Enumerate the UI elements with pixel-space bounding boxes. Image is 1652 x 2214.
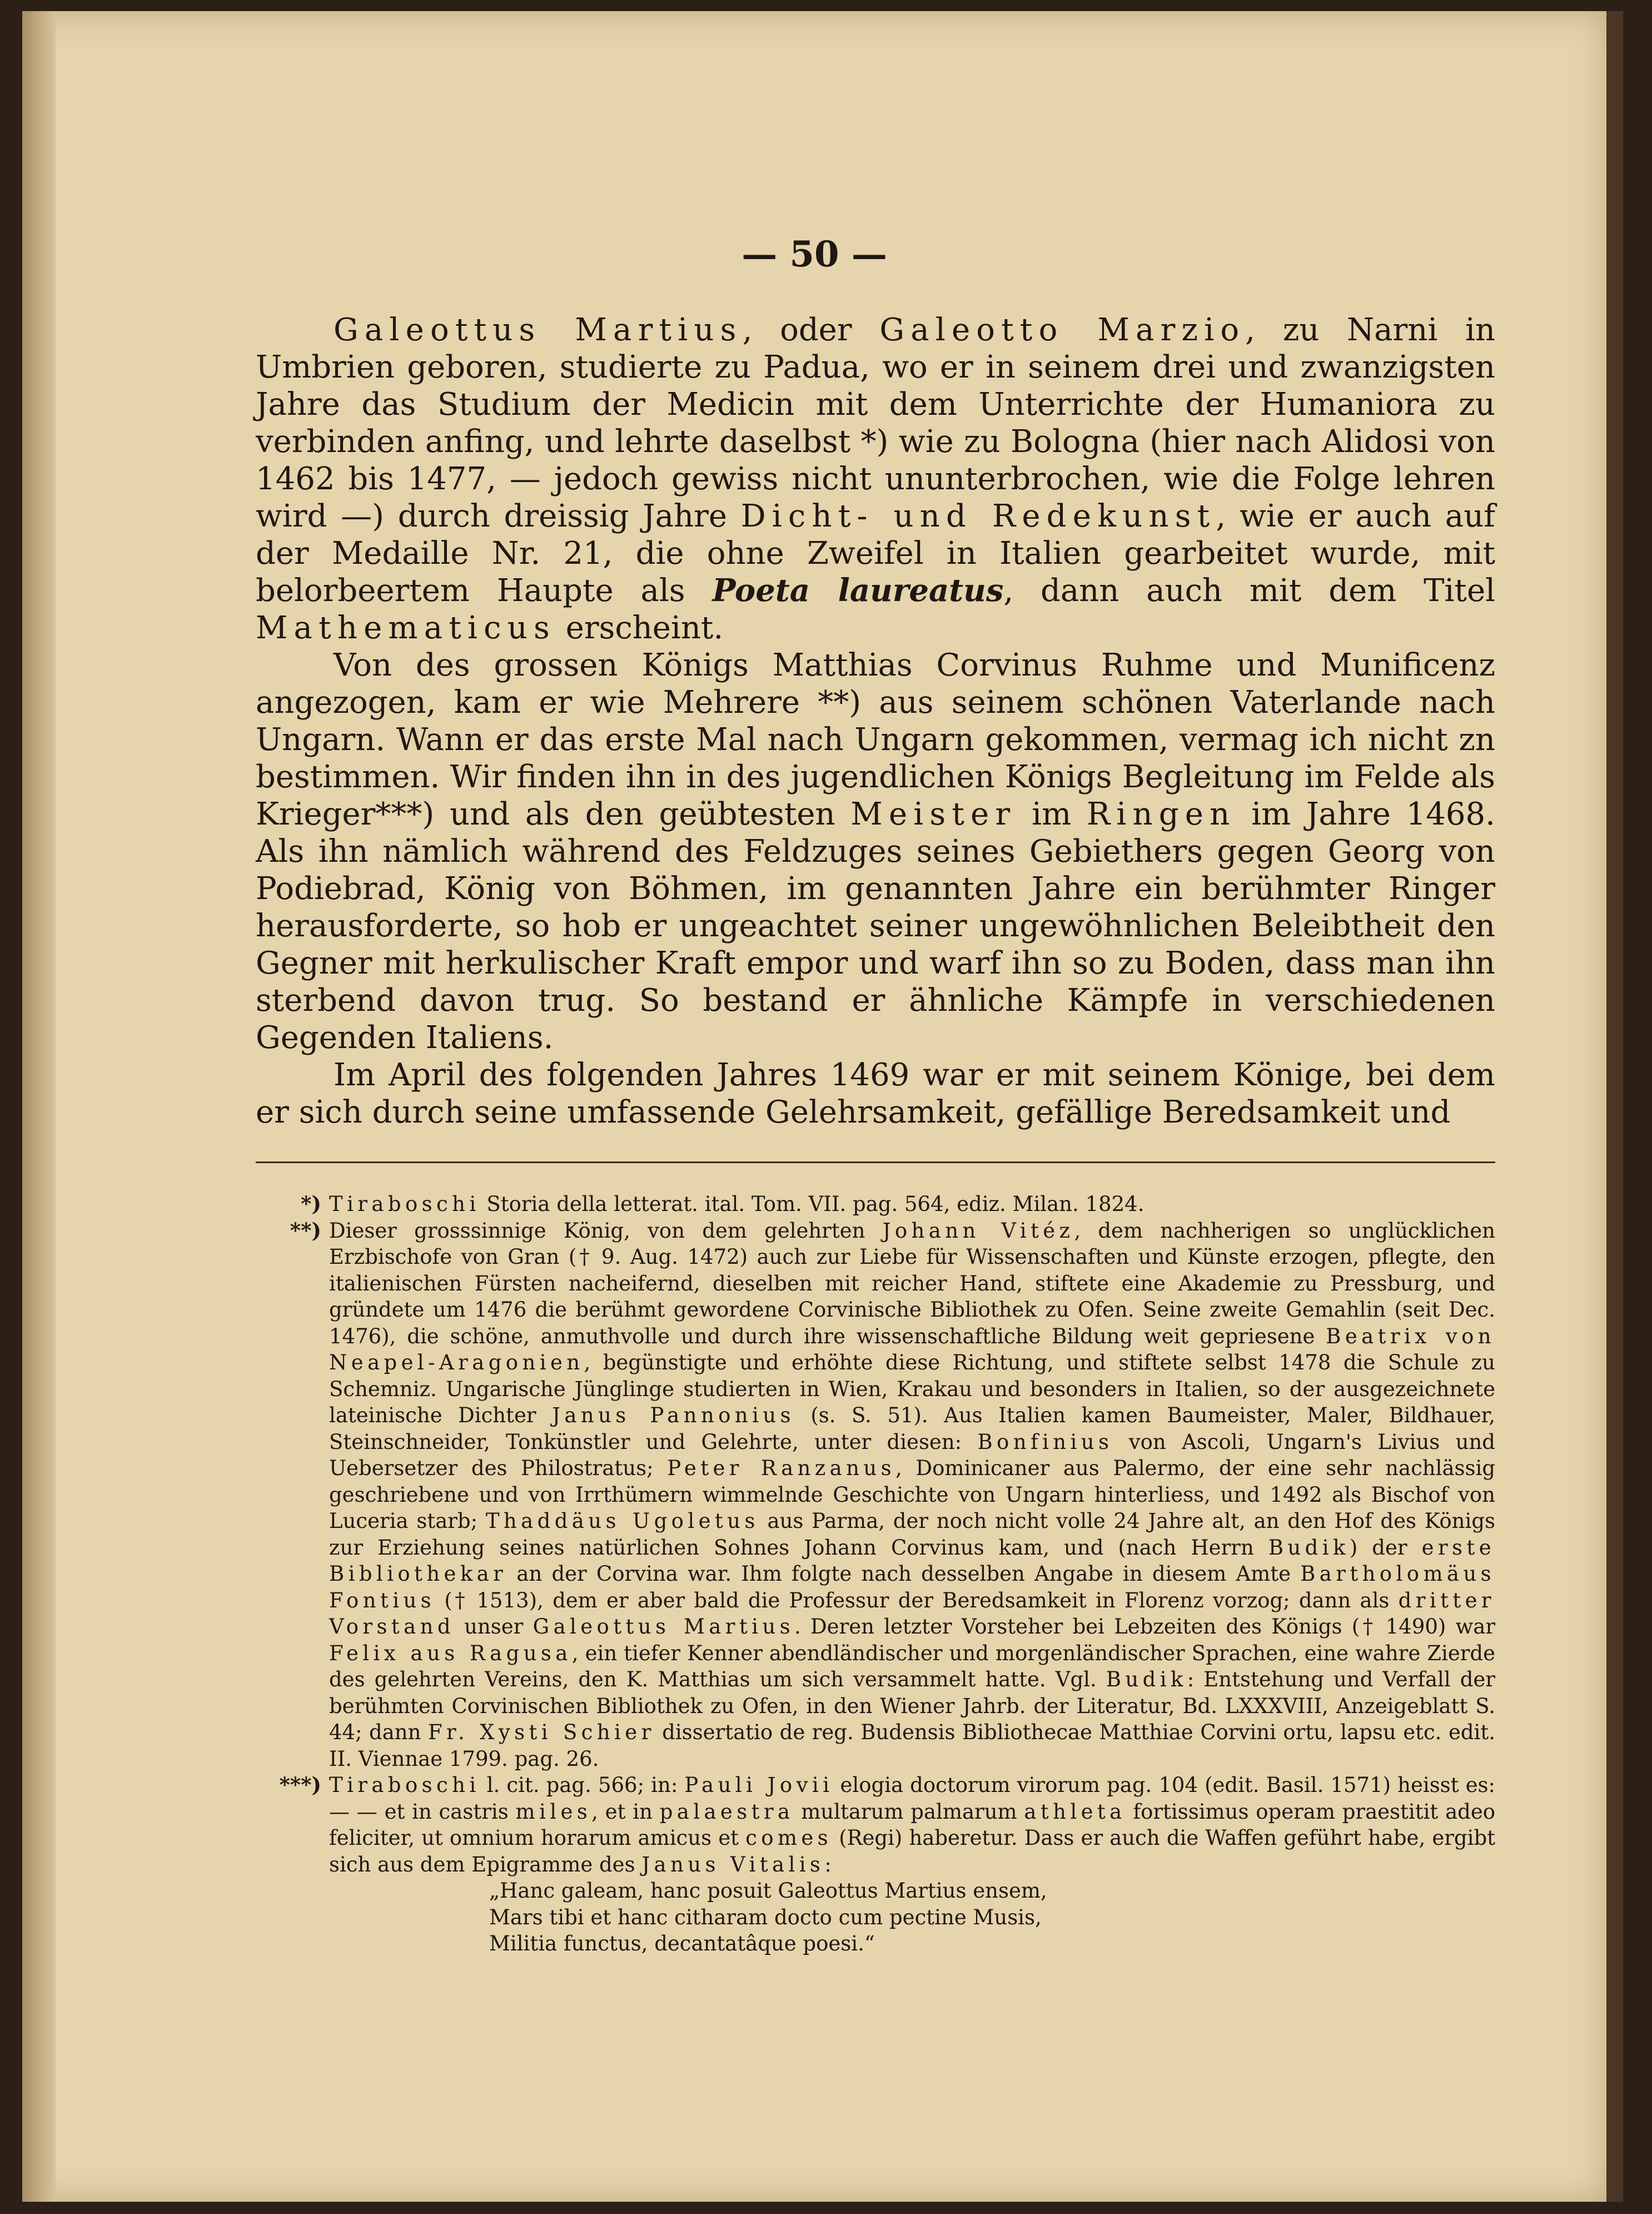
spaced-name: Mathematicus xyxy=(256,610,556,646)
text-run: im xyxy=(1016,796,1087,832)
text-run: Storia della letterat. ital. Tom. VII. pag. 564, ediz. Milan. 1824. xyxy=(480,1192,1145,1216)
text-run: , zu Narni in Umbrien geboren, studierte zu Padua, wo er in seinem drei und zwanzigsten Jahre das Studium der Medicin mit dem Unterrichte der Humaniora zu verbinden anfing, und lehrte daselbst *) wie zu Bologna (hier nach Alidosi von 1462 bis 1477, — jedoch gewiss nicht ununterbrochen, wie die Folge lehren wird —) durch dreissig Jahre xyxy=(256,312,1495,534)
text-run: unser xyxy=(454,1615,533,1639)
spaced-name: Galeottus Martius xyxy=(334,312,743,348)
text-run: (Regi) haberetur. Dass er auch die Waffen geführt habe, ergibt sich aus dem Epigramme des xyxy=(329,1826,1495,1877)
spaced-name: Galeotto Marzio xyxy=(879,312,1246,348)
spaced-name: Tiraboschi xyxy=(329,1192,480,1216)
footnote-text xyxy=(329,1191,1495,1218)
text-run: (s. S. 51). Aus Italien kamen Baumeister, Maler, Bildhauer, Steinschneider, Tonkünstler und Gelehrte, unter diesen: xyxy=(329,1403,1495,1454)
spaced-name: erste Bibliothekar xyxy=(329,1535,1495,1586)
paragraph xyxy=(256,647,1495,1056)
spaced-name: Beatrix von Neapel-Aragonien xyxy=(329,1324,1495,1374)
text-run: , Dominicaner aus Palermo, der eine sehr nachlässig geschriebene und von Irrthümern wimmelnde Geschichte von Ungarn hinterliess, und 1492 als Bischof von Luceria starb; xyxy=(329,1456,1496,1533)
footnote xyxy=(256,1772,1495,1878)
main-text xyxy=(256,311,1495,1131)
text-run: , oder xyxy=(742,312,880,348)
spaced-name: Fr. Xysti Schier xyxy=(427,1720,655,1744)
spaced-name: Galeottus Martius xyxy=(533,1615,794,1639)
text-run: erscheint. xyxy=(555,610,724,646)
spaced-name: Ringen xyxy=(1087,796,1236,832)
text-run: , dem nachherigen so unglücklichen Erzbischofe von Gran († 9. Aug. 1472) auch zur Liebe für Wissenschaften und Künste erzogen, pflegte, den italienischen Fürsten nacheifernd, dieselben mit reicher Hand, stiftete eine Akademie zu Pressburg, und gründete um 1476 die berühmt gewordene Corvinische Bibliothek zu Ofen. Seine zweite Gemahlin (seit Dec. 1476), die schöne, anmuthvolle und durch ihre wissenschaftliche Bildung weit gepriesene xyxy=(329,1218,1495,1348)
spaced-name: dritter Vorstand xyxy=(329,1588,1495,1639)
paragraph xyxy=(256,311,1495,647)
verse-line: Mars tibi et hanc citharam docto cum pectine Musis, xyxy=(489,1905,1042,1929)
text-run: an der Corvina war. Ihm folgte nach desselben Angabe in diesem Amte xyxy=(507,1562,1301,1586)
text-run: elogia doctorum virorum pag. 104 (edit. Basil. 1571) heisst es: — — et in castris xyxy=(329,1773,1495,1824)
footnote-rule xyxy=(256,1161,1495,1163)
spaced-name: Thaddäus Ugoletus xyxy=(485,1509,759,1533)
spaced-name: Janus Pannonius xyxy=(552,1403,795,1427)
text-run: , et in xyxy=(591,1799,660,1824)
text-run: multarum palmarum xyxy=(794,1799,1024,1824)
spaced-name: athleta xyxy=(1024,1799,1126,1824)
spaced-name: Tiraboschi xyxy=(329,1773,480,1797)
text-run: († 1513), dem er aber bald die Professur der Beredsamkeit in Florenz vorzog; dann als xyxy=(435,1588,1399,1612)
text-run: im Jahre 1468. Als ihn nämlich während des Feldzuges seines Gebiethers gegen Georg von Podiebrad, König von Böhmen, im genannten Jahre ein berühmter Ringer herausforderte, so hob er ungeachtet seiner ungewöhnlichen Beleibtheit den Gegner mit herkulischer Kraft empor und warf ihn so zu Boden, dass man ihn sterbend davon trug. So bestand er ähnliche Kämpfe in verschiedenen Gegenden Italiens. xyxy=(256,796,1495,1056)
text-run: aus Parma, der noch nicht volle 24 Jahre alt, an den Hof des Königs zur Erziehung seines natürlichen Sohnes Johann Corvinus kam, und (nach Herrn xyxy=(329,1509,1495,1560)
text-run: fortissimus operam praestitit adeo feliciter, ut omnium horarum amicus et xyxy=(329,1799,1496,1850)
text-run: , dann auch mit dem Titel xyxy=(1003,573,1495,609)
page-edge xyxy=(22,11,56,2202)
text-run: ) der xyxy=(1349,1535,1422,1560)
footnote-text xyxy=(329,1218,1495,1773)
footnote-mark: *) xyxy=(301,1192,321,1216)
spaced-name: Bonfinius xyxy=(977,1429,1113,1454)
text-run: : Entstehung und Verfall der berühmten Corvinischen Bibliothek zu Ofen, in den Wiener Jahrb. der Literatur, Bd. LXXXVIII, Anzeigeblatt S. 44; dann xyxy=(329,1667,1495,1744)
verse-line: Militia functus, decantatâque poesi.“ xyxy=(489,1932,875,1955)
text-run: : xyxy=(824,1852,832,1877)
text-run: Im April des folgenden Jahres 1469 war er mit seinem Könige, bei dem er sich durch seine umfassende Gelehrsamkeit, gefällige Beredsamkeit und xyxy=(256,1057,1495,1130)
spaced-name: comes xyxy=(745,1826,833,1850)
footnote-mark: ***) xyxy=(279,1773,321,1797)
text-run: von Ascoli, Ungarn's Livius und Uebersetzer des Philostratus; xyxy=(329,1429,1495,1480)
text-run: Dieser grosssinnige König, von dem gelehrten xyxy=(329,1218,883,1243)
italic-term: Poeta laureatus xyxy=(712,572,1004,609)
spaced-name: Meister xyxy=(850,796,1017,832)
book-page xyxy=(22,11,1623,2202)
spaced-name: miles xyxy=(515,1799,592,1824)
verse-line: „Hanc galeam, hanc posuit Galeottus Martius ensem, xyxy=(489,1879,1047,1903)
spaced-name: Johann Vitéz xyxy=(882,1218,1074,1243)
spaced-name: Budik xyxy=(1106,1667,1187,1691)
text-run: , begünstigte und erhöhte diese Richtung, und stiftete selbst 1478 die Schule zu Schemniz. Ungarische Jünglinge studierten in Wien, Krakau und besonders in Italien, so der ausgezeichnete lateinische Dichter xyxy=(329,1351,1495,1427)
spaced-name: Janus Vitalis xyxy=(641,1852,825,1877)
spaced-name: Budik xyxy=(1268,1535,1350,1560)
epigram-verse xyxy=(256,1878,1495,1957)
spaced-name: Dicht- und Redekunst xyxy=(740,498,1216,534)
paragraph xyxy=(256,1056,1495,1131)
text-run: l. cit. pag. 566; in: xyxy=(480,1773,685,1797)
footnote-text xyxy=(329,1772,1495,1878)
spaced-name: Bartholomäus Fontius xyxy=(329,1562,1495,1612)
text-run: dissertatio de reg. Budensis Bibliothecae Matthiae Corvini ortu, lapsu etc. edit. II. Viennae 1799. pag. 26. xyxy=(329,1720,1495,1771)
text-block xyxy=(256,311,1495,1957)
page-number: — 50 — xyxy=(742,234,887,275)
footnotes xyxy=(256,1191,1495,1878)
spaced-name: Felix aus Ragusa xyxy=(329,1641,572,1665)
text-run: Von des grossen Königs Matthias Corvinus Ruhme und Munificenz angezogen, kam er wie Mehrere **) aus seinem schönen Vaterlande nach Ungarn. Wann er das erste Mal nach Ungarn gekommen, vermag ich nicht zn bestimmen. Wir finden ihn in des jugendlichen Königs Begleitung im Felde als Krieger***) und als den geübtesten xyxy=(256,647,1495,832)
footnote xyxy=(256,1191,1495,1218)
spaced-name: palaestra xyxy=(659,1799,794,1824)
text-run: , wie er auch auf der Medaille Nr. 21, die ohne Zweifel in Italien gearbeitet wurde, mit belorbeertem Haupte als xyxy=(256,498,1495,609)
footnote-mark: **) xyxy=(290,1218,321,1243)
text-run: , ein tiefer Kenner abendländischer und morgenländischer Sprachen, eine wahre Zierde des gelehrten Vereins, den K. Matthias um sich versammelt hatte. Vgl. xyxy=(329,1641,1495,1691)
text-run: . Deren letzter Vorsteher bei Lebzeiten des Königs († 1490) war xyxy=(794,1615,1496,1639)
spaced-name: Pauli Jovii xyxy=(684,1773,834,1797)
footnote xyxy=(256,1218,1495,1773)
spaced-name: Peter Ranzanus xyxy=(667,1456,895,1480)
